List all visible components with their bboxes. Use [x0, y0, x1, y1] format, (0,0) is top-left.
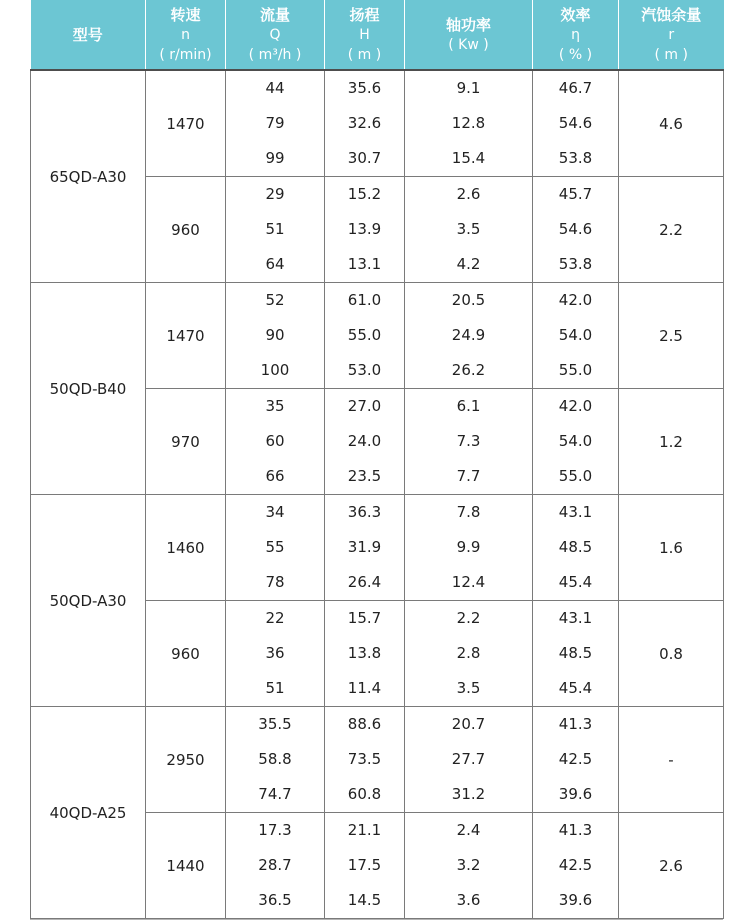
speed-cell: 1470 [146, 70, 226, 177]
power-value: 9.1 [456, 79, 481, 97]
efficiency-value: 48.5 [558, 538, 593, 556]
flow-value: 22 [265, 609, 285, 627]
header-flow-unit: ( m³/h ) [248, 46, 302, 63]
header-npsh-unit: ( m ) [654, 46, 688, 63]
head-cell [325, 813, 405, 919]
flow-value: 64 [265, 255, 285, 273]
head-cell [325, 70, 405, 177]
power-value: 9.9 [456, 538, 481, 556]
power-value: 4.2 [456, 255, 481, 273]
efficiency-value: 45.4 [558, 573, 593, 591]
power-value: 31.2 [451, 785, 486, 803]
head-cell [325, 495, 405, 601]
head-value: 24.0 [347, 432, 382, 450]
table-row [31, 707, 724, 813]
header-speed-unit: ( r/min) [159, 46, 212, 63]
efficiency-cell [533, 389, 619, 495]
efficiency-value: 54.0 [558, 432, 593, 450]
flow-value: 74.7 [258, 785, 292, 803]
power-value: 2.8 [456, 644, 481, 662]
flow-cell [226, 495, 325, 601]
efficiency-value: 42.5 [558, 856, 593, 874]
speed-cell: 960 [146, 177, 226, 283]
flow-cell [226, 601, 325, 707]
head-cell [325, 177, 405, 283]
header-row [31, 0, 724, 70]
efficiency-value: 41.3 [558, 821, 593, 839]
efficiency-value: 53.8 [558, 149, 593, 167]
table-row [31, 283, 724, 389]
power-value: 2.2 [456, 609, 481, 627]
efficiency-value: 43.1 [558, 609, 593, 627]
head-value: 73.5 [347, 750, 382, 768]
model-cell: 40QD-A25 [31, 707, 146, 919]
power-value: 3.5 [456, 679, 481, 697]
speed-cell: 960 [146, 601, 226, 707]
efficiency-cell [533, 813, 619, 919]
efficiency-value: 54.6 [558, 220, 593, 238]
head-value: 35.6 [347, 79, 382, 97]
flow-value: 79 [265, 114, 285, 132]
efficiency-value: 48.5 [558, 644, 593, 662]
head-value: 27.0 [347, 397, 382, 415]
header-efficiency-unit: ( % ) [558, 46, 593, 63]
head-value: 36.3 [347, 503, 382, 521]
head-value: 13.9 [347, 220, 382, 238]
speed-cell: 970 [146, 389, 226, 495]
flow-value: 52 [265, 291, 285, 309]
flow-cell [226, 177, 325, 283]
flow-cell [226, 283, 325, 389]
header-model-title: 型号 [72, 25, 103, 44]
head-cell [325, 283, 405, 389]
header-efficiency-symbol: η [571, 26, 580, 43]
npsh-cell: 2.5 [619, 283, 724, 389]
power-value: 3.2 [456, 856, 481, 874]
efficiency-cell [533, 70, 619, 177]
flow-value: 90 [265, 326, 285, 344]
power-value: 2.6 [456, 185, 481, 203]
header-npsh-symbol: r [668, 26, 675, 43]
flow-value: 66 [265, 467, 285, 485]
efficiency-value: 39.6 [558, 785, 593, 803]
efficiency-cell [533, 283, 619, 389]
flow-cell [226, 813, 325, 919]
header-speed-title: 转速 [170, 5, 201, 24]
efficiency-value: 45.4 [558, 679, 593, 697]
flow-cell [226, 389, 325, 495]
flow-value: 60 [265, 432, 285, 450]
table-row [31, 495, 724, 601]
head-value: 53.0 [347, 361, 382, 379]
head-cell [325, 389, 405, 495]
power-value: 26.2 [451, 361, 486, 379]
efficiency-cell [533, 177, 619, 283]
header-power-title: 轴功率 [445, 15, 491, 34]
model-cell: 50QD-A30 [31, 495, 146, 707]
npsh-cell: 1.2 [619, 389, 724, 495]
flow-value: 35.5 [258, 715, 292, 733]
header-flow [226, 0, 325, 70]
efficiency-value: 43.1 [558, 503, 593, 521]
efficiency-value: 55.0 [558, 467, 593, 485]
efficiency-value: 55.0 [558, 361, 593, 379]
head-cell [325, 707, 405, 813]
power-value: 20.7 [451, 715, 486, 733]
header-flow-title: 流量 [259, 5, 290, 24]
power-value: 12.8 [451, 114, 486, 132]
power-value: 2.4 [456, 821, 481, 839]
flow-value: 29 [265, 185, 285, 203]
speed-cell: 1470 [146, 283, 226, 389]
head-value: 60.8 [347, 785, 382, 803]
head-value: 11.4 [347, 679, 382, 697]
head-value: 31.9 [347, 538, 382, 556]
pump-spec-table [30, 0, 724, 919]
head-value: 15.7 [347, 609, 382, 627]
efficiency-value: 53.8 [558, 255, 593, 273]
flow-cell [226, 707, 325, 813]
power-cell [405, 283, 533, 389]
head-value: 21.1 [347, 821, 382, 839]
power-value: 7.3 [456, 432, 481, 450]
power-cell [405, 389, 533, 495]
model-cell: 50QD-B40 [31, 283, 146, 495]
flow-value: 44 [265, 79, 285, 97]
npsh-cell: 1.6 [619, 495, 724, 601]
flow-value: 51 [265, 220, 285, 238]
head-value: 61.0 [347, 291, 382, 309]
power-cell [405, 495, 533, 601]
model-cell: 65QD-A30 [31, 70, 146, 283]
power-cell [405, 813, 533, 919]
speed-cell: 1460 [146, 495, 226, 601]
power-value: 12.4 [451, 573, 486, 591]
flow-value: 17.3 [258, 821, 292, 839]
efficiency-value: 54.0 [558, 326, 593, 344]
table-row [31, 70, 724, 177]
flow-value: 34 [265, 503, 285, 521]
header-npsh-title: 汽蚀余量 [641, 5, 702, 24]
flow-value: 28.7 [258, 856, 292, 874]
efficiency-value: 42.0 [558, 397, 593, 415]
power-value: 6.1 [456, 397, 481, 415]
efficiency-value: 46.7 [558, 79, 593, 97]
efficiency-value: 41.3 [558, 715, 593, 733]
bottom-divider [30, 919, 723, 920]
head-value: 23.5 [347, 467, 382, 485]
flow-value: 100 [260, 361, 290, 379]
flow-value: 36.5 [258, 891, 292, 909]
head-cell [325, 601, 405, 707]
npsh-cell: 0.8 [619, 601, 724, 707]
efficiency-cell [533, 495, 619, 601]
power-value: 20.5 [451, 291, 486, 309]
flow-value: 36 [265, 644, 285, 662]
efficiency-value: 39.6 [558, 891, 593, 909]
header-head [325, 0, 405, 70]
flow-value: 35 [265, 397, 285, 415]
power-cell [405, 707, 533, 813]
npsh-cell: - [619, 707, 724, 813]
header-efficiency-title: 效率 [560, 5, 591, 24]
head-value: 14.5 [347, 891, 382, 909]
header-head-unit: ( m ) [347, 46, 382, 63]
efficiency-cell [533, 707, 619, 813]
power-value: 7.7 [456, 467, 481, 485]
head-value: 55.0 [347, 326, 382, 344]
flow-cell [226, 70, 325, 177]
efficiency-value: 42.0 [558, 291, 593, 309]
header-speed-symbol: n [181, 26, 190, 43]
flow-value: 78 [265, 573, 285, 591]
power-value: 24.9 [451, 326, 486, 344]
table-body [31, 70, 724, 919]
header-head-symbol: H [359, 26, 370, 43]
power-value: 27.7 [451, 750, 486, 768]
flow-value: 51 [265, 679, 285, 697]
power-value: 7.8 [456, 503, 481, 521]
speed-cell: 1440 [146, 813, 226, 919]
head-value: 30.7 [347, 149, 382, 167]
power-cell [405, 70, 533, 177]
speed-cell: 2950 [146, 707, 226, 813]
flow-value: 55 [265, 538, 285, 556]
flow-value: 99 [265, 149, 285, 167]
head-value: 13.1 [347, 255, 382, 273]
npsh-cell: 2.2 [619, 177, 724, 283]
header-power [405, 0, 533, 70]
header-power-unit: ( Kw ) [448, 36, 489, 53]
npsh-cell: 4.6 [619, 70, 724, 177]
efficiency-cell [533, 601, 619, 707]
head-value: 17.5 [347, 856, 382, 874]
flow-value: 58.8 [258, 750, 292, 768]
efficiency-value: 42.5 [558, 750, 593, 768]
power-value: 15.4 [451, 149, 486, 167]
header-flow-symbol: Q [269, 26, 281, 43]
head-value: 26.4 [347, 573, 382, 591]
head-value: 32.6 [347, 114, 382, 132]
header-efficiency [533, 0, 619, 70]
power-cell [405, 601, 533, 707]
head-value: 88.6 [347, 715, 382, 733]
power-cell [405, 177, 533, 283]
header-model [31, 0, 146, 70]
power-value: 3.5 [456, 220, 481, 238]
header-head-title: 扬程 [349, 5, 380, 24]
header-speed [146, 0, 226, 70]
npsh-cell: 2.6 [619, 813, 724, 919]
head-value: 13.8 [347, 644, 382, 662]
efficiency-value: 54.6 [558, 114, 593, 132]
header-npsh [619, 0, 724, 70]
head-value: 15.2 [347, 185, 382, 203]
power-value: 3.6 [456, 891, 481, 909]
efficiency-value: 45.7 [558, 185, 593, 203]
